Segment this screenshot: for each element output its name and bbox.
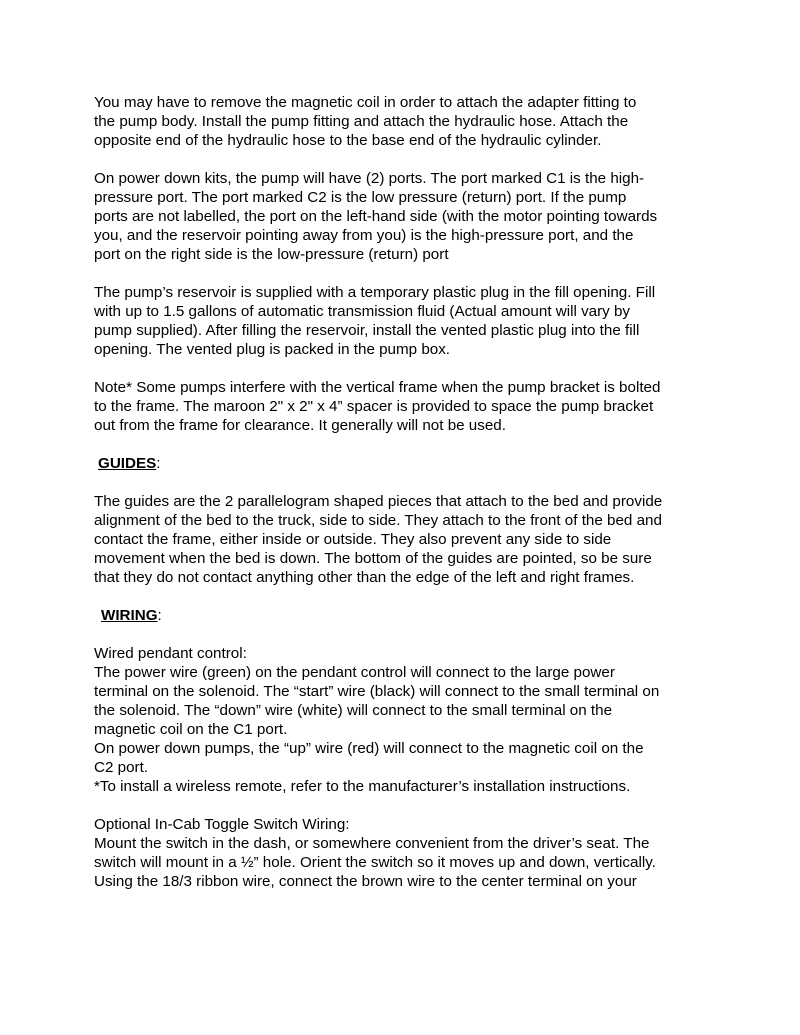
wiring-heading-title: WIRING: [101, 607, 158, 624]
guides-heading: [94, 454, 719, 473]
paragraph-spacer-note: Note* Some pumps interfere with the vertical frame when the pump bracket is bolted to the frame. The maroon 2" x 2" x 4” spacer is provided to space the pump bracket out from the frame for clearance. It generally will not be used.: [94, 379, 661, 434]
guides-body: The guides are the 2 parallelogram shaped pieces that attach to the bed and provide alignment of the bed to the truck, side to side. They attach to the front of the bed and contact the frame, either inside or outside. They also prevent any side to side movement when the bed is down. The bottom of the guides are pointed, so be sure that they do not contact anything other than the edge of the left and right frames.: [94, 493, 663, 586]
wiring-heading: [94, 606, 719, 625]
wiring-pendant-control: Wired pendant control: The power wire (green) on the pendant control will connect to the large power terminal on the solenoid. The “start” wire (black) will connect to the small terminal on the solenoid. The “down” wire (white) will connect to the small terminal on the magnetic coil on the C1 port. On power down pumps, the “up” wire (red) will connect to the magnetic coil on the C2 port. *To install a wireless remote, refer to the manufacturer’s installation instructions.: [94, 645, 660, 795]
paragraph-power-down-ports: On power down kits, the pump will have (2) ports. The port marked C1 is the high- pressure port. The port marked C2 is the low pressure (return) port. If the pump ports are not labelled, the port on the left-hand side (with the motor pointing towards you, and the reservoir pointing away from you) is the high-pressure port, and the port on the right side is the low-pressure (return) port: [94, 170, 658, 263]
paragraph-reservoir: The pump’s reservoir is supplied with a temporary plastic plug in the fill opening. Fill with up to 1.5 gallons of automatic transmission fluid (Actual amount will vary by pump supplied). After filling the reservoir, install the vented plastic plug into the fill opening. The vented plug is packed in the pump box.: [94, 284, 656, 358]
paragraph-adapter-fitting: You may have to remove the magnetic coil in order to attach the adapter fitting to the pump body. Install the pump fitting and attach the hydraulic hose. Attach the opposite end of the hydraulic hose to the base end of the hydraulic cylinder.: [94, 94, 637, 149]
guides-heading-colon: :: [156, 455, 161, 472]
document-page: [94, 93, 719, 891]
wiring-toggle-switch: Optional In-Cab Toggle Switch Wiring: Mount the switch in the dash, or somewhere convenient from the driver’s seat. The switch will mount in a ½” hole. Orient the switch so it moves up and down, vertically. Using the 18/3 ribbon wire, connect the brown wire to the center terminal on your: [94, 816, 656, 890]
wiring-heading-colon: :: [157, 607, 162, 624]
guides-heading-title: GUIDES: [98, 455, 157, 472]
